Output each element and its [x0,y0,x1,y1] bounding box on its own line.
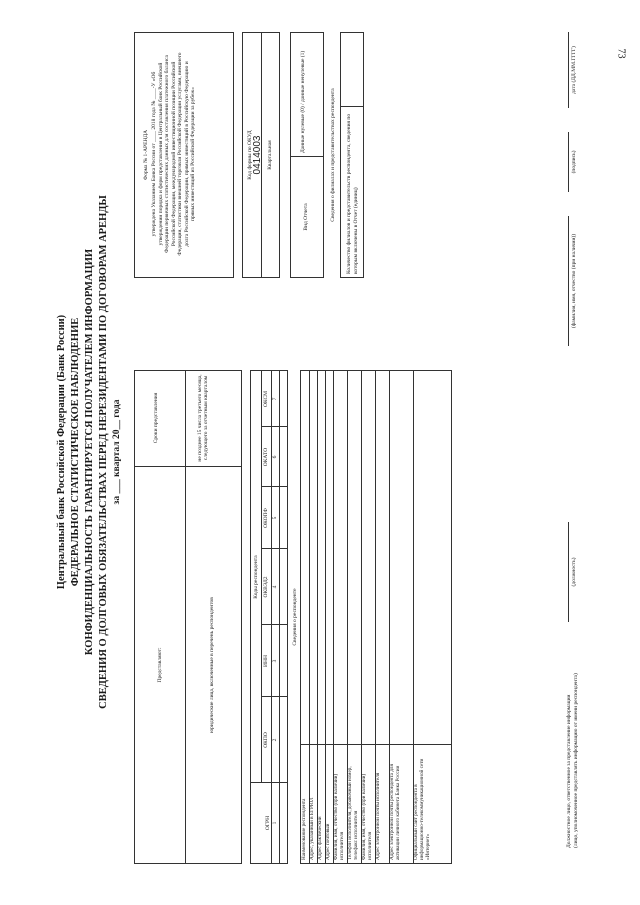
code-num: 7 [272,397,278,401]
observation-title: ФЕДЕРАЛЬНОЕ СТАТИСТИЧЕСКОЕ НАБЛЮДЕНИЕ [70,317,81,587]
info-row-name: Наименование респондента [301,798,307,860]
code-num: 5 [272,516,278,520]
approval-text: утверждена Указанием Банка России от ____ 2018 года № ____-У «Об утверждении порядка и форм представления в Центральный банк Российской Федерации первичных статистических данных для составления платежного баланса Российской Федерации, международной инвестиционной позиции Российской Федерации, статистики внешней торговли Российской Федерации услугами, внешнего долга Российской Федерации, прямых инвестиций в Российскую Федерацию и прямых инвестиций из Российской Федерации за рубеж» [151,52,196,256]
bank-name: Центральный банк Российской Федерации (Банк России) [56,314,67,590]
report-period: за ___ квартал 20__ года [112,399,122,505]
signature-fio: (фамилия, имя, отчество (при наличии)) [571,233,577,329]
info-row-executor-email: Адрес электронной почты исполнителя [375,772,381,860]
code-num: 1 [272,821,278,825]
code-header-ogrn: ОГРН [265,815,271,831]
okud-value: 0414003 [252,135,263,175]
fio-line [568,216,569,346]
report-type-box [290,32,324,278]
signature-sign: (подпись) [571,150,577,174]
confidentiality-title: КОНФИДЕНЦИАЛЬНОСТЬ ГАРАНТИРУЕТСЯ ПОЛУЧАТЕЛЕМ ИНФОРМАЦИИ [84,248,95,656]
page-number: 73 [615,48,627,59]
approval-box [134,32,234,278]
info-row-actual-address: Адрес фактический [317,816,323,860]
submission-deadline: не позднее 15 числа третьего месяца, следующего за отчетным кварталом [197,374,209,462]
info-row-egrul-address: Адрес, указанный в ЕГРЮЛ [309,797,315,860]
signature-position: (должность) [571,557,577,587]
okud-code-box [242,32,280,278]
date-line [568,32,569,108]
code-num: 3 [272,659,278,663]
position-line [568,522,569,622]
form-number: Форма № 1-АРЕНДА [143,129,149,181]
frequency: Квартальная [267,140,273,170]
submission-who: юридические лица, включенные в перечень респондентов [209,597,215,733]
signature-date: дата (ДД.ММ.ГГГГ) [571,46,577,94]
branches-text: Количество филиалов и представительств респондента, сведения по которым включены в Отчет (единиц) [346,113,359,274]
sign-line [568,132,569,192]
respondent-info-table [300,370,452,864]
info-row-cabinet-email: Адрес электронной почты респондента для активации личного кабинета Банка России [389,764,401,860]
code-header-okopf: ОКОПФ [263,508,269,528]
code-header-okpo: ОКПО [263,732,269,748]
submission-table [134,370,242,864]
report-type-label: Вид Отчета [303,203,309,231]
info-row-executor-name: Фамилия, имя, отчество (при наличии) исполнителя [333,773,345,860]
submission-col-deadline: Сроки представления [153,392,159,444]
info-row-executor-phone: Телефон исполнителя, добавочный номер, телефакс исполнителя [347,766,359,860]
okud-label: Код формы по ОКУД [247,130,253,180]
report-type-value: Данные нулевые (0) / данные ненулевые (1) [300,50,306,153]
branches-title: Сведения о филиалах и представительствах респондента [330,88,336,222]
code-num: 4 [272,585,278,589]
respondent-codes-title: Коды респондента [253,555,259,599]
code-header-okved: ОКВЭД2 [263,576,269,598]
code-header-oksm: ОКСМ [263,390,269,408]
info-row-website: Официальный сайт респондента в информационно-телекоммуникационной сети «Интернет» [413,758,431,860]
branches-box [340,32,364,278]
code-header-inn: ИНН [263,655,269,667]
info-row-executor-name-2: Фамилия, имя, отчество (при наличии) исполнителя [361,773,373,860]
report-title: СВЕДЕНИЯ О ДОЛГОВЫХ ОБЯЗАТЕЛЬСТВАХ ПЕРЕД НЕРЕЗИДЕНТАМИ ПО ДОГОВОРАМ АРЕНДЫ [98,195,109,709]
submission-col-who: Представляют: [157,647,163,683]
code-num: 2 [272,738,278,742]
respondent-codes-table [250,370,288,864]
signature-responsible: Должностное лицо, ответственное за представление информации (лицо, уполномоченное представлять информацию от имени респондента) [566,673,579,848]
rotated-form-sheet [10,12,630,892]
respondent-info-title: Сведения о респонденте [292,588,298,646]
info-row-postal-address: Адрес почтовый [325,823,331,860]
code-num: 6 [272,455,278,459]
code-header-okato: ОКАТО [263,447,269,467]
